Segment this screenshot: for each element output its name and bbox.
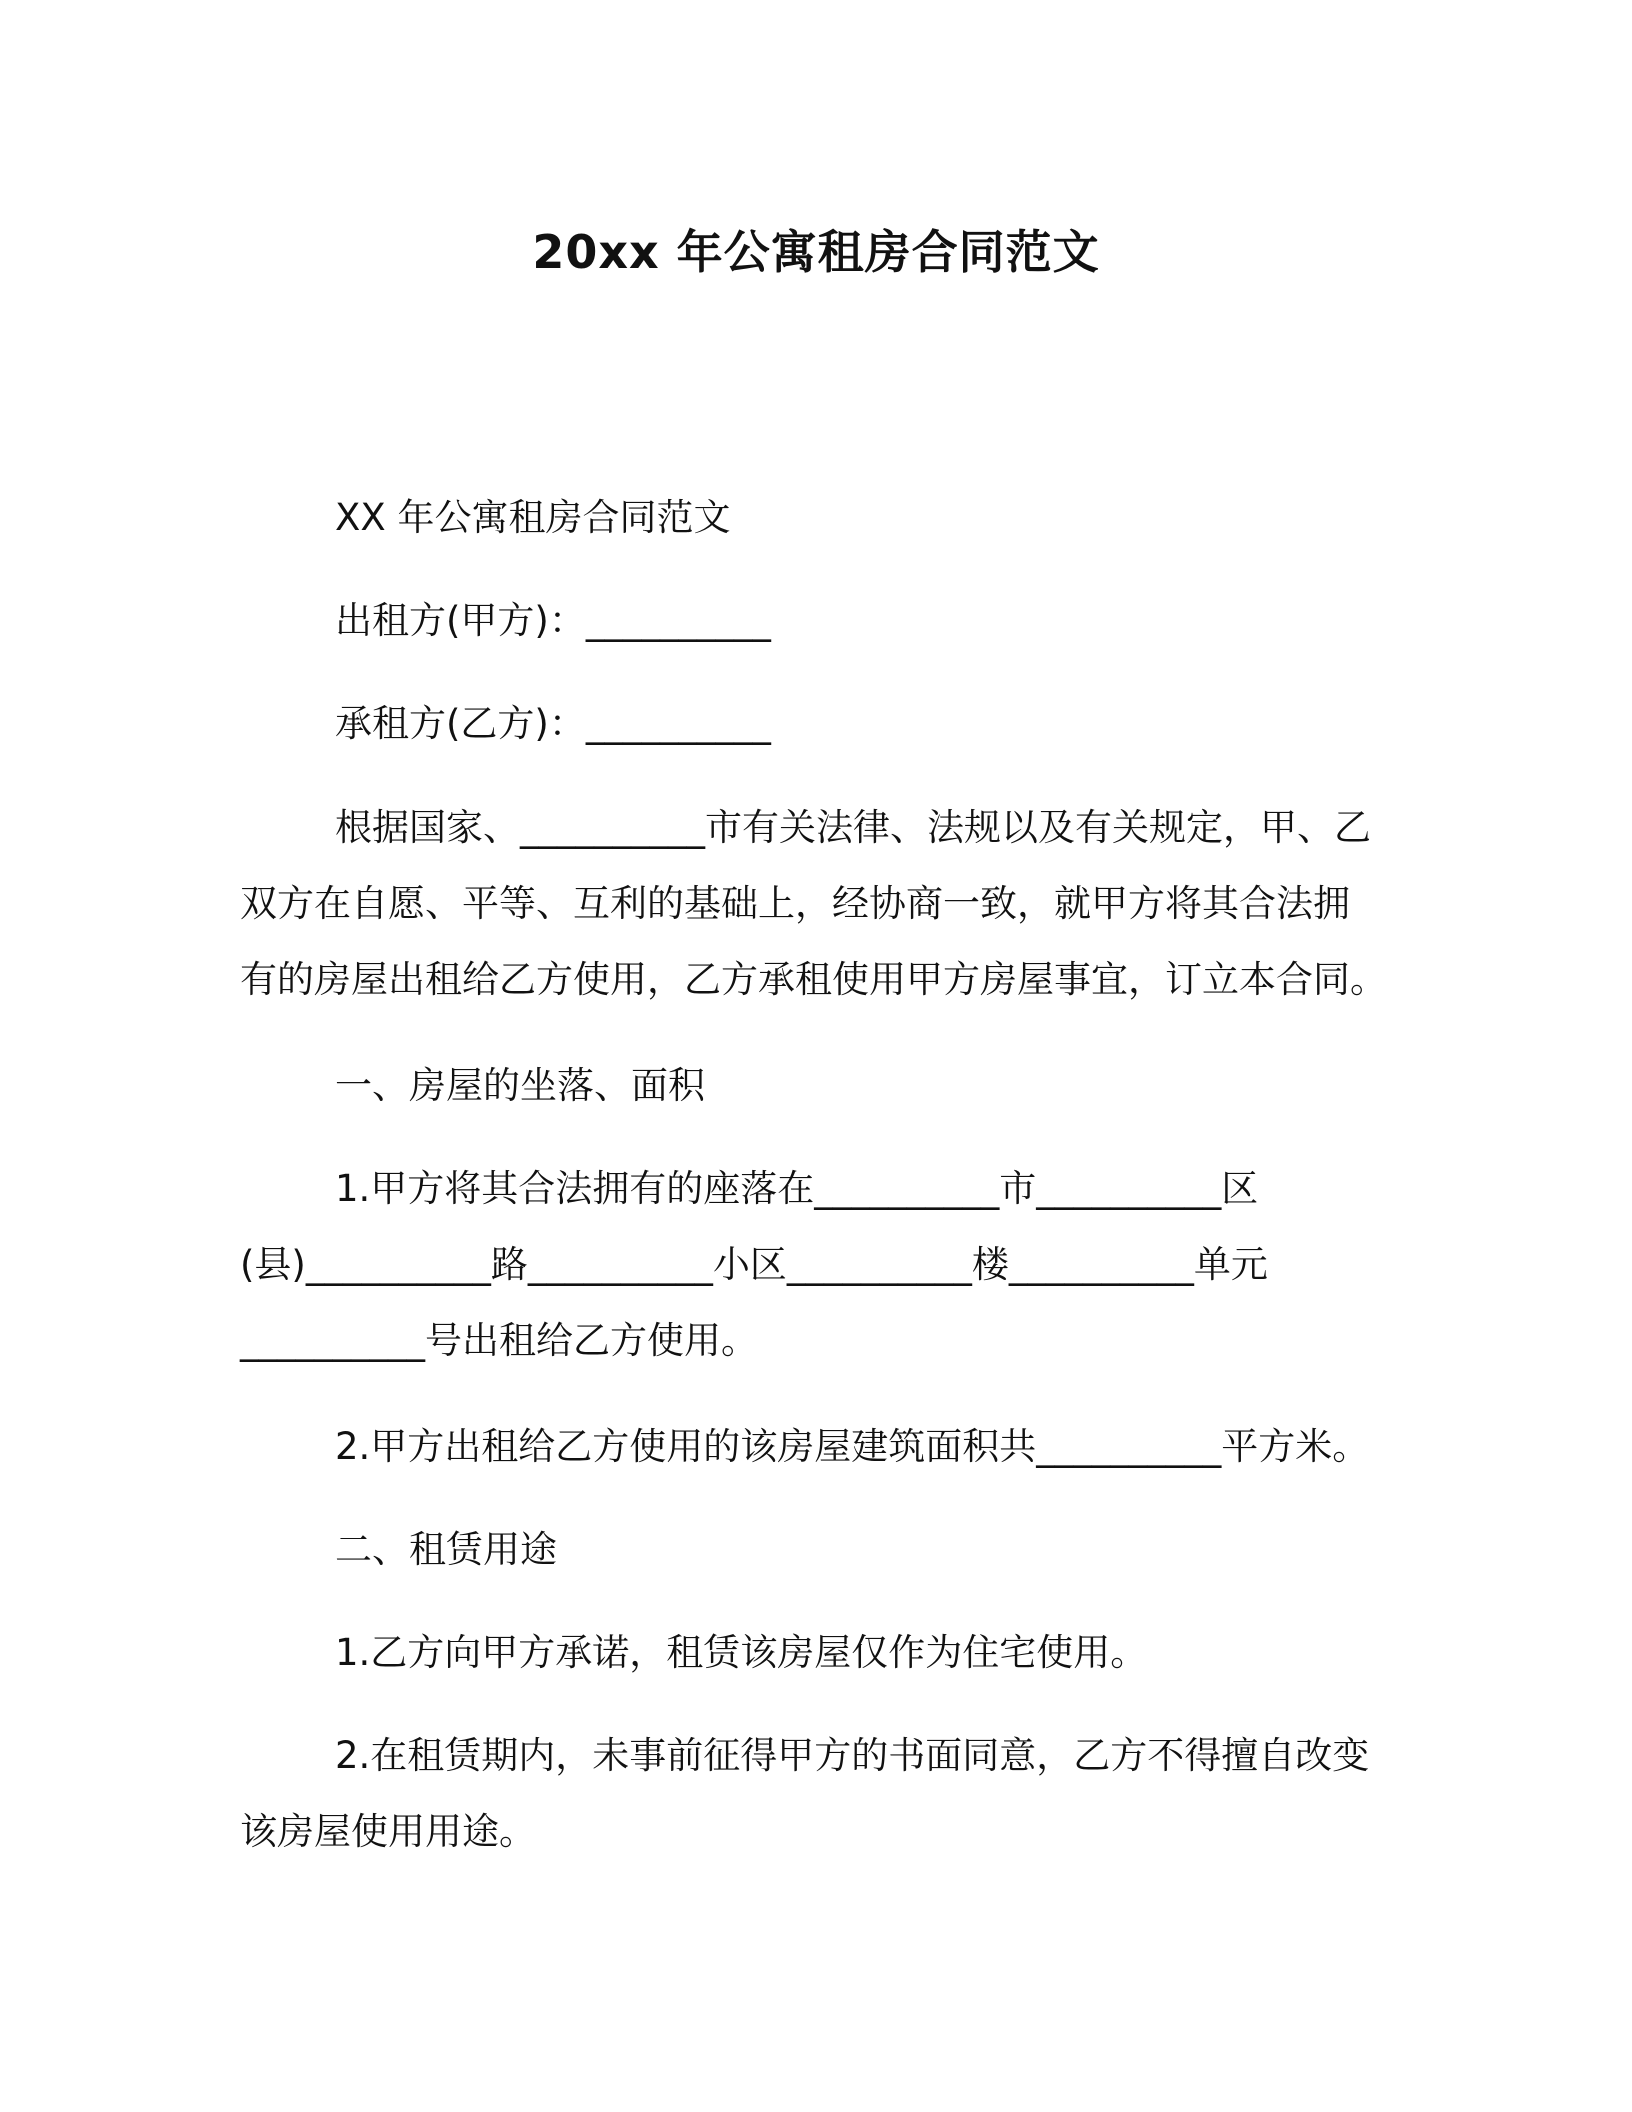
lessee-line	[240, 686, 1400, 762]
lessor-line	[240, 583, 1400, 659]
lessor-text: 出租方(甲方)：__________	[335, 599, 771, 642]
clause-1-1-line: (县)__________路__________小区__________楼__________单元	[240, 1243, 1268, 1286]
clause-1-1-line: 1.甲方将其合法拥有的座落在__________市__________区	[335, 1167, 1259, 1210]
lessee-text: 承租方(乙方)：__________	[335, 702, 771, 745]
clause-1-2	[240, 1409, 1400, 1485]
section1-heading	[240, 1048, 1400, 1124]
section1-heading-text: 一、房屋的坐落、面积	[335, 1064, 705, 1107]
clause-1-1-line: __________号出租给乙方使用。	[240, 1319, 758, 1362]
preamble-line: 双方在自愿、平等、互利的基础上，经协商一致，就甲方将其合法拥	[240, 882, 1350, 925]
clause-1-2-text: 2.甲方出租给乙方使用的该房屋建筑面积共__________平方米。	[335, 1425, 1370, 1468]
document-title: 20xx 年公寓租房合同范文	[532, 225, 1100, 279]
preamble-paragraph	[240, 790, 1400, 1018]
clause-2-1	[240, 1615, 1400, 1691]
preamble-line: 有的房屋出租给乙方使用，乙方承租使用甲方房屋事宜，订立本合同。	[240, 958, 1387, 1001]
clause-2-2-line: 2.在租赁期内，未事前征得甲方的书面同意，乙方不得擅自改变	[335, 1734, 1370, 1777]
subtitle-text: XX 年公寓租房合同范文	[335, 496, 731, 539]
preamble-line: 根据国家、__________市有关法律、法规以及有关规定，甲、乙	[335, 806, 1371, 849]
section2-heading	[240, 1512, 1400, 1588]
clause-2-2-line: 该房屋使用用途。	[240, 1810, 536, 1853]
section2-heading-text: 二、租赁用途	[335, 1528, 557, 1571]
clause-2-1-text: 1.乙方向甲方承诺，租赁该房屋仅作为住宅使用。	[335, 1631, 1148, 1674]
subtitle	[240, 480, 1400, 556]
clause-1-1	[240, 1151, 1400, 1379]
clause-2-2	[240, 1718, 1400, 1870]
